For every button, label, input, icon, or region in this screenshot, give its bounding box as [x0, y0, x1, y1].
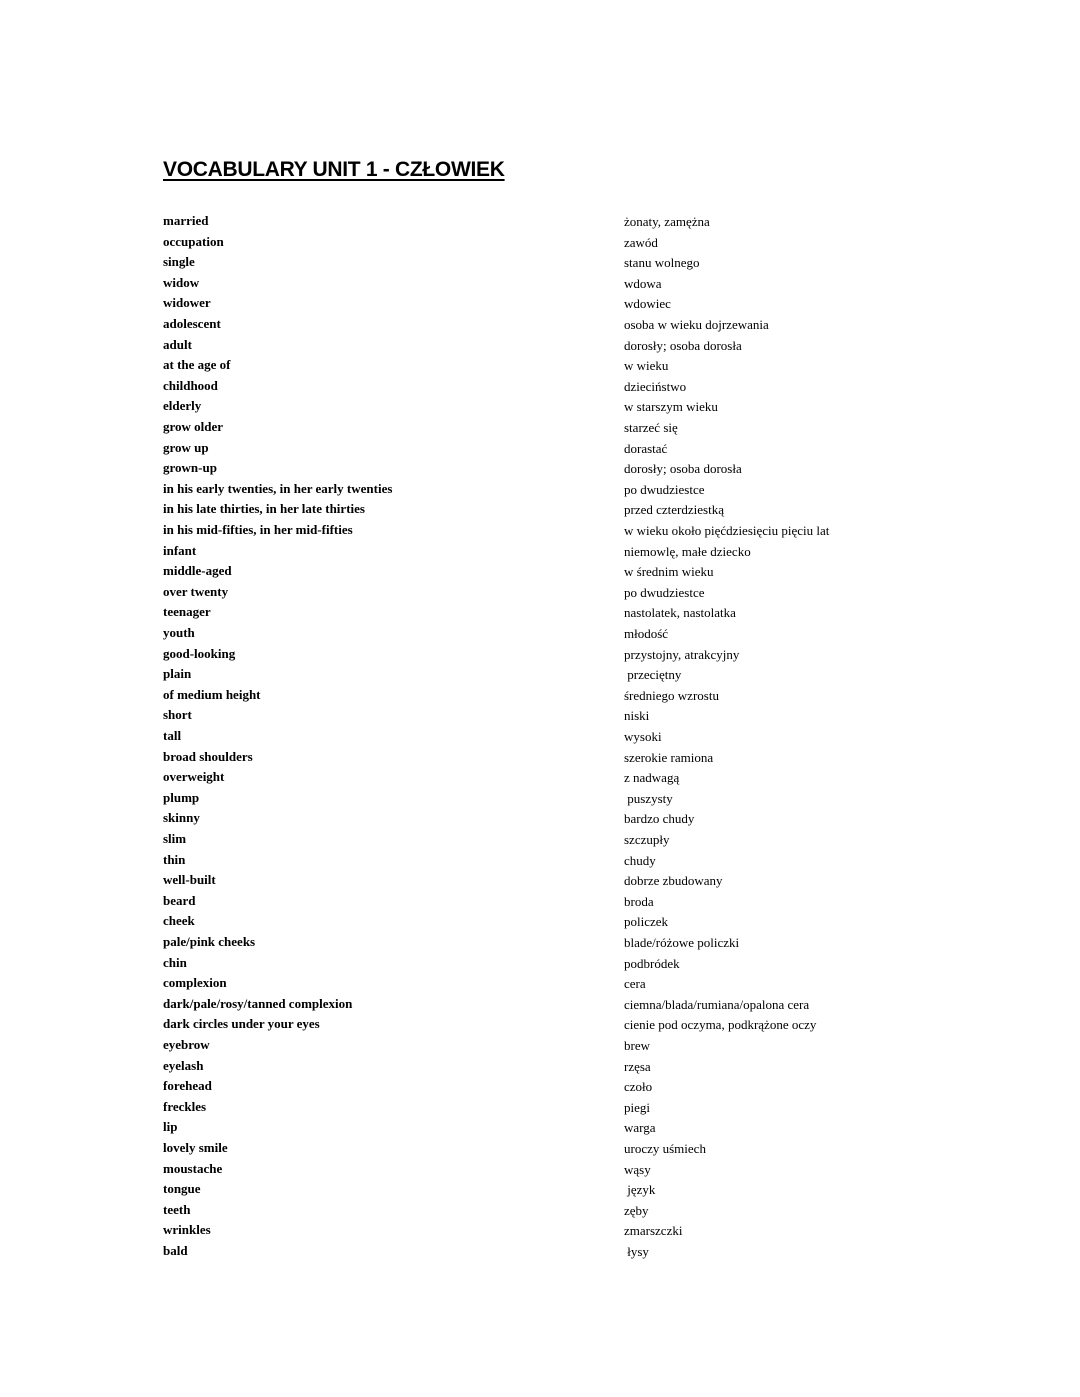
english-term: freckles: [163, 1098, 207, 1114]
vocabulary-row: [0, 644, 1080, 664]
polish-translation: średniego wzrostu: [624, 687, 719, 703]
polish-translation: broda: [624, 893, 654, 909]
vocabulary-row: [0, 1097, 1080, 1117]
english-term: tongue: [163, 1181, 201, 1197]
english-term: grow older: [163, 419, 224, 434]
vocabulary-row: [0, 1179, 1080, 1199]
english-term: lovely smile: [163, 1140, 228, 1155]
vocabulary-row: [0, 1138, 1080, 1158]
english-term: youth: [163, 625, 195, 640]
vocabulary-row: [0, 747, 1080, 767]
english-term: in his early twenties, in her early twenties: [163, 480, 393, 496]
polish-translation: starzeć się: [624, 420, 678, 435]
polish-translation: nastolatek, nastolatka: [624, 605, 736, 621]
polish-translation: cienie pod oczyma, podkrążone oczy: [624, 1017, 817, 1033]
vocabulary-row: [0, 355, 1080, 375]
polish-translation: dobrze zbudowany: [624, 873, 723, 889]
polish-translation: niski: [624, 708, 650, 724]
vocabulary-row: [0, 499, 1080, 519]
english-term: eyelash: [163, 1057, 204, 1073]
vocabulary-row: [0, 623, 1080, 643]
english-term: over twenty: [163, 583, 229, 599]
english-term: plain: [163, 666, 192, 682]
polish-translation: przystojny, atrakcyjny: [624, 646, 740, 662]
vocabulary-row: [0, 376, 1080, 396]
vocabulary-row: [0, 561, 1080, 581]
vocabulary-row: [0, 232, 1080, 252]
english-term: eyebrow: [163, 1037, 210, 1052]
vocabulary-row: [0, 602, 1080, 622]
english-term: short: [163, 707, 192, 723]
vocabulary-row: [0, 850, 1080, 870]
polish-translation: bardzo chudy: [624, 811, 695, 827]
english-term: middle-aged: [163, 563, 232, 579]
vocabulary-row: [0, 1159, 1080, 1179]
polish-translation: wysoki: [624, 729, 662, 744]
polish-translation: blade/różowe policzki: [624, 935, 740, 950]
polish-translation: chudy: [624, 852, 656, 868]
polish-translation: warga: [624, 1120, 656, 1136]
english-term: childhood: [163, 377, 218, 393]
polish-translation: język: [624, 1182, 656, 1198]
vocabulary-row: [0, 1117, 1080, 1137]
vocabulary-row: [0, 458, 1080, 478]
polish-translation: wdowiec: [624, 296, 671, 312]
vocabulary-row: [0, 396, 1080, 416]
vocabulary-row: [0, 1241, 1080, 1261]
vocabulary-row: [0, 335, 1080, 355]
english-term: infant: [163, 542, 197, 558]
polish-translation: łysy: [624, 1244, 649, 1259]
vocabulary-row: [0, 932, 1080, 952]
vocabulary-row: [0, 520, 1080, 540]
english-term: tall: [163, 728, 182, 743]
polish-translation: wąsy: [624, 1161, 651, 1177]
english-term: grow up: [163, 439, 209, 455]
polish-translation: szczupły: [624, 832, 670, 847]
vocabulary-row: [0, 911, 1080, 931]
english-term: married: [163, 213, 209, 228]
page-title: VOCABULARY UNIT 1 - CZŁOWIEK: [163, 158, 505, 181]
vocabulary-row: [0, 1200, 1080, 1220]
vocabulary-row: [0, 705, 1080, 725]
polish-translation: puszysty: [624, 790, 673, 806]
vocabulary-row: [0, 252, 1080, 272]
english-term: elderly: [163, 398, 202, 414]
english-term: dark/pale/rosy/tanned complexion: [163, 995, 353, 1011]
english-term: skinny: [163, 810, 200, 826]
english-term: lip: [163, 1119, 178, 1135]
english-term: teenager: [163, 604, 211, 620]
english-term: overweight: [163, 769, 225, 785]
vocabulary-row: [0, 1035, 1080, 1055]
vocabulary-row: [0, 1056, 1080, 1076]
polish-translation: po dwudziestce: [624, 584, 705, 600]
english-term: at the age of: [163, 357, 231, 373]
polish-translation: szerokie ramiona: [624, 749, 714, 765]
vocabulary-row: [0, 1076, 1080, 1096]
polish-translation: w starszym wieku: [624, 399, 718, 415]
polish-translation: przed czterdziestką: [624, 502, 724, 518]
english-term: teeth: [163, 1201, 191, 1217]
english-term: of medium height: [163, 686, 261, 702]
vocabulary-row: [0, 438, 1080, 458]
vocabulary-row: [0, 211, 1080, 231]
polish-translation: w wieku: [624, 358, 669, 374]
polish-translation: po dwudziestce: [624, 481, 705, 497]
polish-translation: w wieku około pięćdziesięciu pięciu lat: [624, 523, 830, 538]
polish-translation: z nadwagą: [624, 770, 680, 786]
polish-translation: stanu wolnego: [624, 255, 700, 271]
polish-translation: żonaty, zamężna: [624, 214, 710, 229]
english-term: occupation: [163, 233, 224, 249]
polish-translation: czoło: [624, 1079, 653, 1095]
vocabulary-row: [0, 582, 1080, 602]
english-term: broad shoulders: [163, 748, 253, 764]
english-term: wrinkles: [163, 1222, 211, 1238]
polish-translation: dzieciństwo: [624, 378, 687, 394]
vocabulary-row: [0, 479, 1080, 499]
vocabulary-row: [0, 273, 1080, 293]
english-term: cheek: [163, 913, 195, 929]
polish-translation: dorosły; osoba dorosła: [624, 337, 742, 353]
polish-translation: zmarszczki: [624, 1223, 683, 1239]
vocabulary-row: [0, 953, 1080, 973]
polish-translation: piegi: [624, 1099, 650, 1115]
english-term: pale/pink cheeks: [163, 934, 256, 949]
polish-translation: zęby: [624, 1202, 649, 1218]
english-term: adult: [163, 336, 192, 352]
polish-translation: uroczy uśmiech: [624, 1141, 706, 1156]
polish-translation: niemowlę, małe dziecko: [624, 543, 751, 559]
polish-translation: podbródek: [624, 955, 680, 971]
vocabulary-row: [0, 891, 1080, 911]
vocabulary-row: [0, 808, 1080, 828]
polish-translation: policzek: [624, 914, 669, 930]
polish-translation: w średnim wieku: [624, 564, 714, 580]
vocabulary-row: [0, 541, 1080, 561]
english-term: dark circles under your eyes: [163, 1016, 320, 1032]
english-term: beard: [163, 892, 196, 908]
polish-translation: brew: [624, 1038, 650, 1053]
english-term: single: [163, 254, 195, 270]
english-term: adolescent: [163, 316, 221, 331]
polish-translation: dorosły; osoba dorosła: [624, 461, 742, 477]
english-term: chin: [163, 954, 187, 970]
polish-translation: młodość: [624, 626, 669, 641]
vocabulary-row: [0, 767, 1080, 787]
vocabulary-row: [0, 685, 1080, 705]
english-term: good-looking: [163, 645, 236, 661]
vocabulary-row: [0, 293, 1080, 313]
vocabulary-row: [0, 1220, 1080, 1240]
vocabulary-row: [0, 726, 1080, 746]
english-term: forehead: [163, 1078, 212, 1094]
vocabulary-row: [0, 973, 1080, 993]
english-term: grown-up: [163, 460, 217, 476]
english-term: complexion: [163, 975, 227, 991]
vocabulary-row: [0, 1014, 1080, 1034]
polish-translation: dorastać: [624, 440, 668, 456]
english-term: thin: [163, 851, 186, 867]
english-term: in his late thirties, in her late thirties: [163, 501, 365, 517]
english-term: moustache: [163, 1160, 223, 1176]
vocabulary-row: [0, 870, 1080, 890]
polish-translation: przeciętny: [624, 667, 682, 683]
vocabulary-row: [0, 788, 1080, 808]
english-term: slim: [163, 831, 187, 846]
vocabulary-row: [0, 829, 1080, 849]
english-term: plump: [163, 789, 200, 805]
vocabulary-row: [0, 417, 1080, 437]
english-term: widower: [163, 295, 211, 311]
polish-translation: cera: [624, 976, 646, 992]
polish-translation: zawód: [624, 234, 658, 250]
polish-translation: ciemna/blada/rumiana/opalona cera: [624, 996, 810, 1012]
vocabulary-row: [0, 664, 1080, 684]
english-term: bald: [163, 1243, 188, 1258]
english-term: widow: [163, 274, 200, 290]
english-term: in his mid-fifties, in her mid-fifties: [163, 522, 353, 537]
polish-translation: rzęsa: [624, 1058, 651, 1074]
polish-translation: wdowa: [624, 275, 662, 291]
polish-translation: osoba w wieku dojrzewania: [624, 317, 769, 332]
vocabulary-row: [0, 994, 1080, 1014]
vocabulary-row: [0, 314, 1080, 334]
english-term: well-built: [163, 872, 216, 888]
